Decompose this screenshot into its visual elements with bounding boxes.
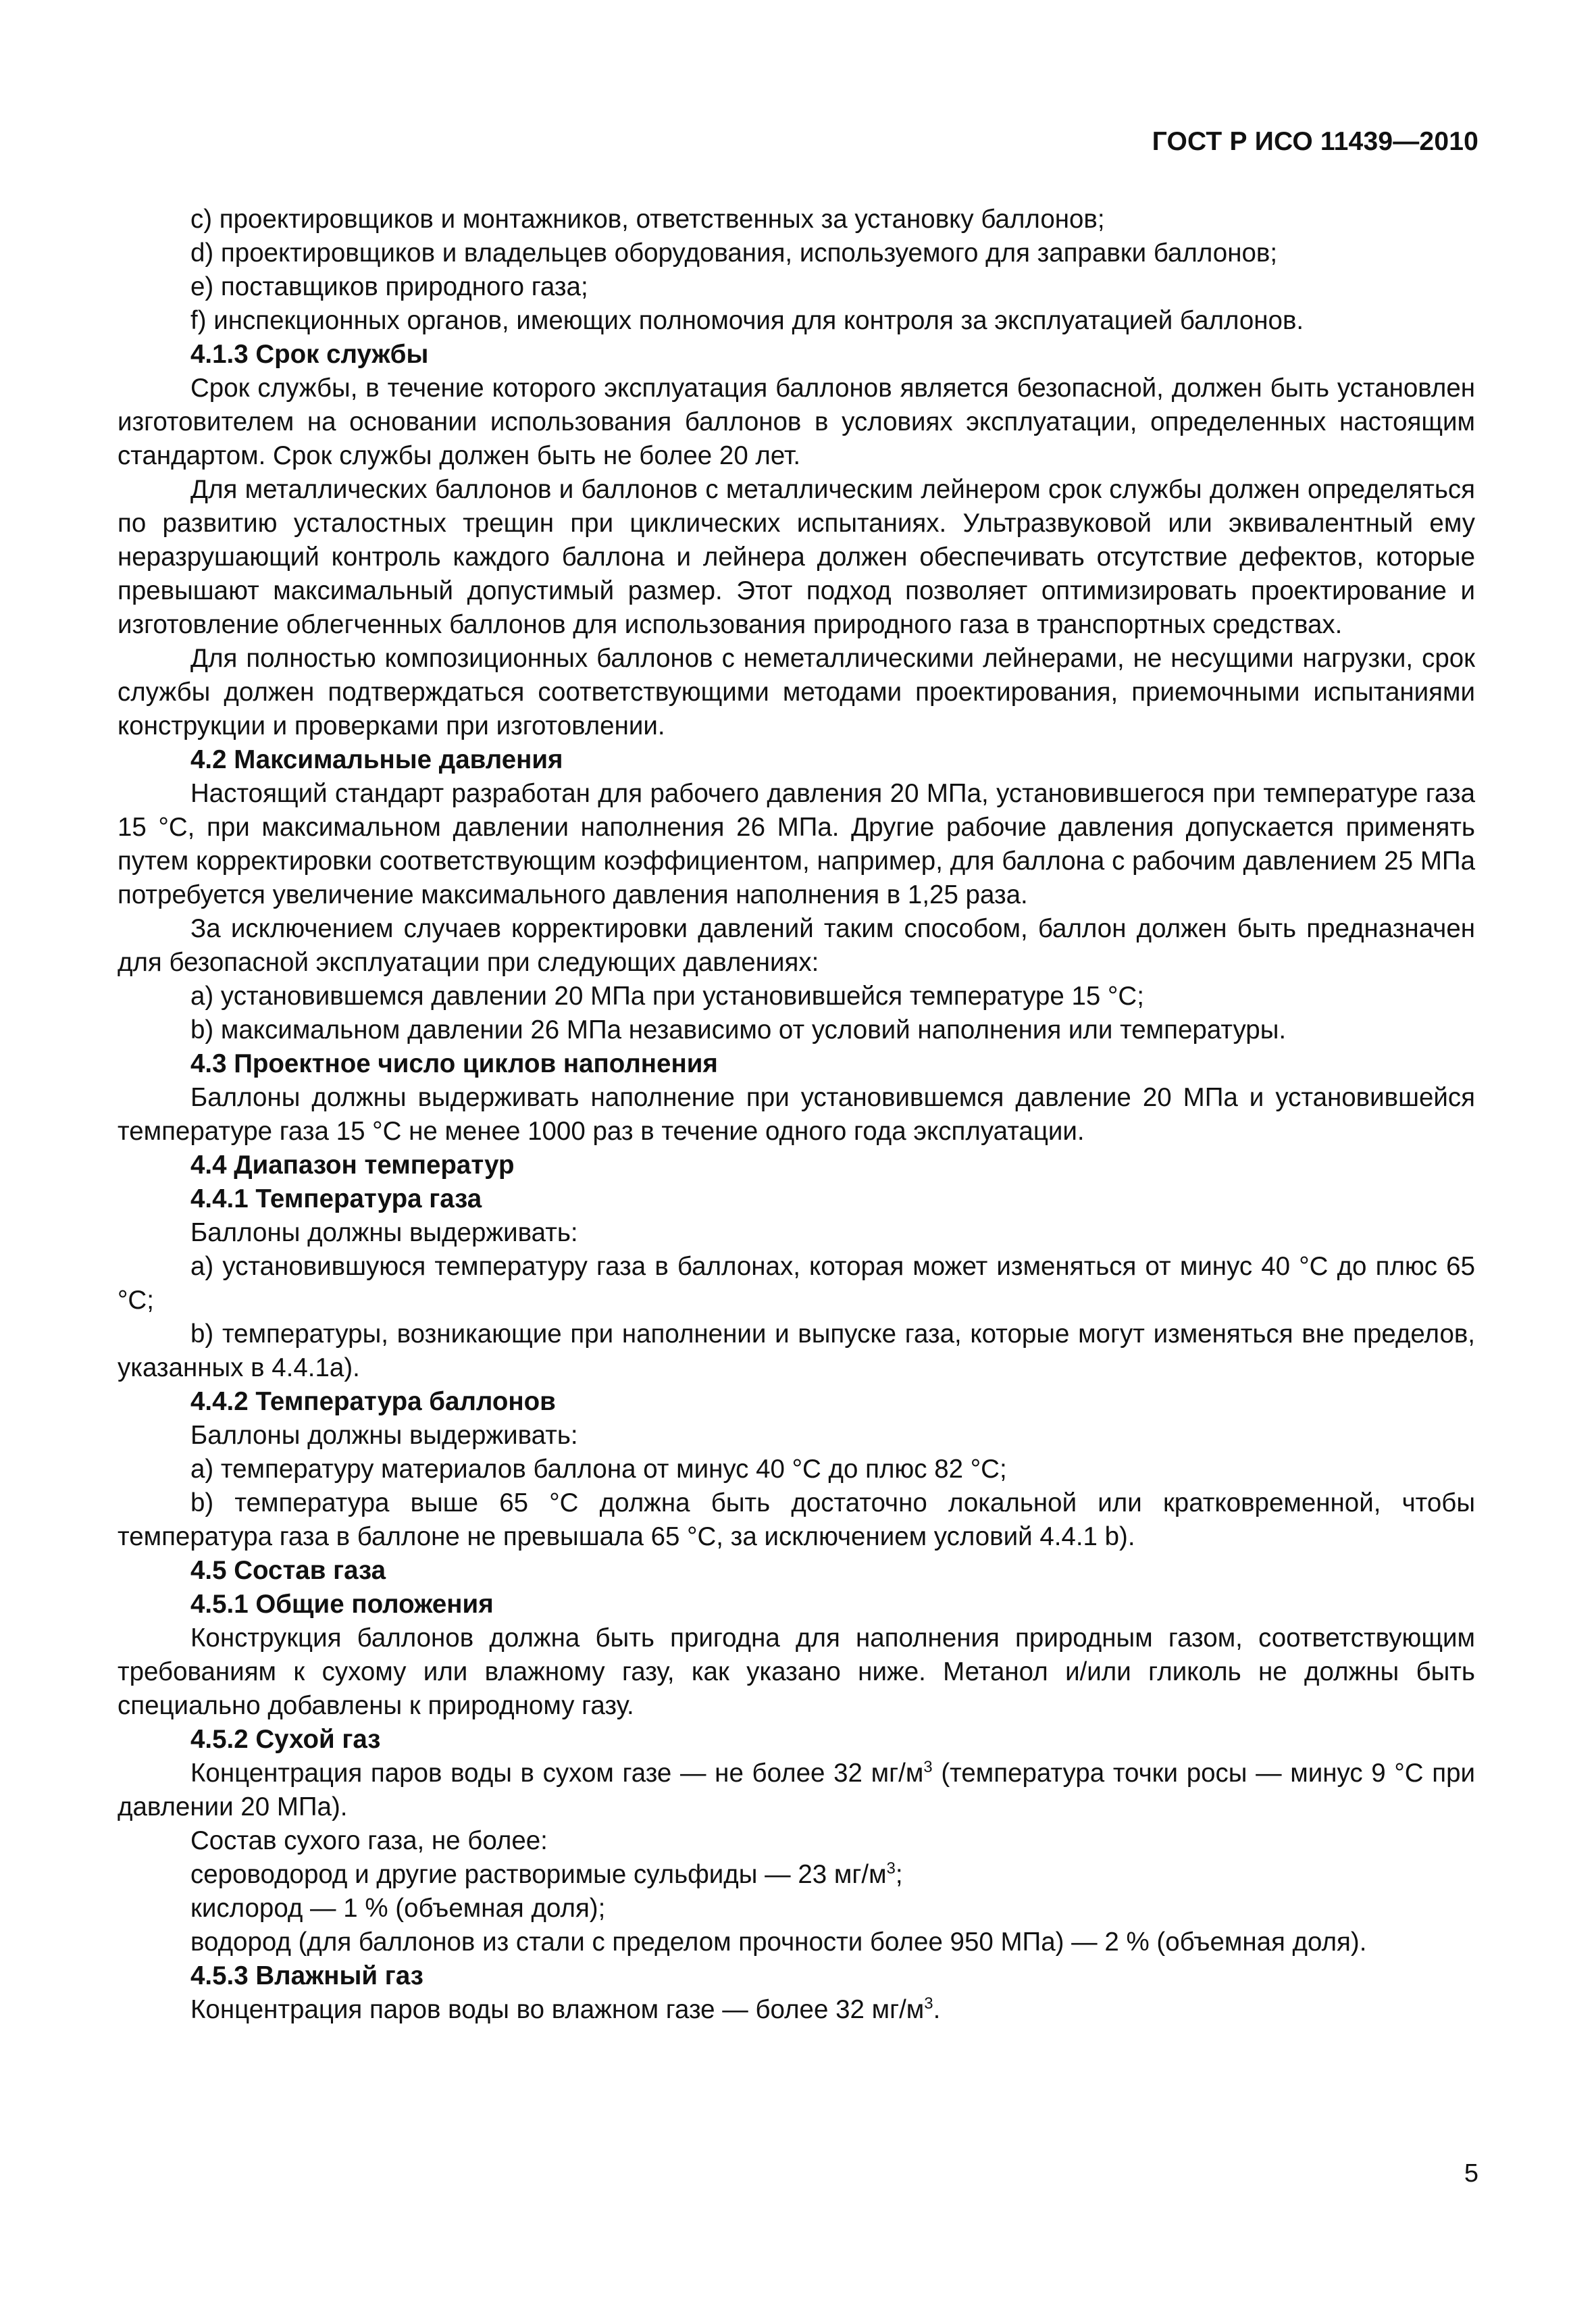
superscript-cubic: 3 xyxy=(923,1758,933,1777)
dry-gas-water-text-end: (температура точки росы — минус 9 °С при давлении 20 МПа). xyxy=(118,1759,1475,1821)
list-item-gas-temperature-a: a) установившуюся температуру газа в баллонах, которая может изменяться от минус 40 °С до плюс 65 °С; xyxy=(118,1252,1475,1315)
list-item-pressure-a: a) установившемся давлении 20 МПа при установившейся температуре 15 °С; xyxy=(190,982,1144,1011)
superscript-cubic: 3 xyxy=(924,1994,933,2013)
document-code-header: ГОСТ Р ИСО 11439—2010 xyxy=(1152,127,1478,156)
paragraph-gas-composition-general: Конструкция баллонов должна быть пригодна для наполнения природным газом, соответствующим требованиям к сухому или влажному газу, как указано ниже. Метанол и/или гликоль не должны быть специально добавлены к природному газу. xyxy=(118,1624,1475,1720)
list-item-hydrogen: водород (для баллонов из стали с пределом прочности более 950 МПа) — 2 % (объемная доля). xyxy=(190,1928,1367,1957)
superscript-cubic: 3 xyxy=(886,1859,896,1878)
dry-gas-water-text: Концентрация паров воды в сухом газе — не более 32 мг/м xyxy=(190,1759,924,1788)
paragraph-dry-gas-water-vapour xyxy=(118,1757,1475,1824)
paragraph-wet-gas-water-vapour xyxy=(118,1993,1475,2027)
section-heading-4-4-1: 4.4.1 Температура газа xyxy=(190,1184,482,1213)
hydrogen-sulfide-text: сероводород и другие растворимые сульфиды — 23 мг/м xyxy=(190,1860,887,1889)
section-heading-4-5-3: 4.5.3 Влажный газ xyxy=(190,1961,423,1990)
list-item-c: c) проектировщиков и монтажников, ответственных за установку баллонов; xyxy=(190,205,1105,234)
list-item-gas-temperature-b: b) температуры, возникающие при наполнении и выпуске газа, которые могут изменяться вне пределов, указанных в 4.4.1а). xyxy=(118,1319,1475,1382)
wet-gas-water-text-end: . xyxy=(933,1995,941,2024)
list-item-f: f) инспекционных органов, имеющих полномочия для контроля за эксплуатацией баллонов. xyxy=(190,306,1304,335)
list-item-d: d) проектировщиков и владельцев оборудования, используемого для заправки баллонов; xyxy=(190,238,1278,268)
paragraph-gas-temperature-intro: Баллоны должны выдерживать: xyxy=(190,1218,578,1247)
section-heading-4-3: 4.3 Проектное число циклов наполнения xyxy=(190,1049,718,1078)
document-body xyxy=(118,203,1475,2027)
section-heading-4-5-2: 4.5.2 Сухой газ xyxy=(190,1725,381,1754)
page-number: 5 xyxy=(1464,2159,1478,2188)
paragraph-pressure-exceptions: За исключением случаев корректировки давлений таким способом, баллон должен быть предназначен для безопасной эксплуатации при следующих давлениях: xyxy=(118,914,1475,977)
paragraph-service-life: Срок службы, в течение которого эксплуатация баллонов является безопасной, должен быть установлен изготовителем на основании использования баллонов в условиях эксплуатации, определенных настоящим стандартом. Срок службы должен быть не более 20 лет. xyxy=(118,374,1475,470)
section-heading-4-1-3: 4.1.3 Срок службы xyxy=(190,340,429,369)
paragraph-dry-gas-composition: Состав сухого газа, не более: xyxy=(190,1826,548,1855)
list-item-cylinder-temperature-b: b) температура выше 65 °С должна быть достаточно локальной или кратковременной, чтобы температура газа в баллоне не превышала 65 °С, за исключением условий 4.4.1 b). xyxy=(118,1488,1475,1551)
paragraph-working-pressure: Настоящий стандарт разработан для рабочего давления 20 МПа, установившегося при температуре газа 15 °С, при максимальном давлении наполнения 26 МПа. Другие рабочие давления допускается применять путем корректировки соответствующим коэффициентом, например, для баллона с рабочим давлением 25 МПа потребуется увеличение максимального давления наполнения в 1,25 раза. xyxy=(118,779,1475,909)
list-item-e: e) поставщиков природного газа; xyxy=(190,272,588,301)
paragraph-fill-cycles: Баллоны должны выдерживать наполнение при установившемся давление 20 МПа и установившейся температуре газа 15 °С не менее 1000 раз в течение одного года эксплуатации. xyxy=(118,1083,1475,1146)
section-heading-4-4-2: 4.4.2 Температура баллонов xyxy=(190,1387,556,1416)
list-item-hydrogen-sulfide xyxy=(118,1858,1475,1892)
paragraph-metal-cylinders: Для металлических баллонов и баллонов с металлическим лейнером срок службы должен определяться по развитию усталостных трещин при циклических испытаниях. Ультразвуковой или эквивалентный ему неразрушающий контроль каждого баллона и лейнера должен обеспечивать отсутствие дефектов, которые превышают максимальный допустимый размер. Этот подход позволяет оптимизировать проектирование и изготовление облегченных баллонов для использования природного газа в транспортных средствах. xyxy=(118,475,1475,639)
hydrogen-sulfide-text-end: ; xyxy=(895,1860,903,1889)
list-item-oxygen: кислород — 1 % (объемная доля); xyxy=(190,1894,606,1923)
section-heading-4-5: 4.5 Состав газа xyxy=(190,1556,386,1585)
paragraph-composite-cylinders: Для полностью композиционных баллонов с неметаллическими лейнерами, не несущими нагрузки, срок службы должен подтверждаться соответствующими методами проектирования, приемочными испытаниями конструкции и проверками при изготовлении. xyxy=(118,644,1475,740)
list-item-cylinder-temperature-a: a) температуру материалов баллона от минус 40 °С до плюс 82 °С; xyxy=(190,1455,1007,1484)
section-heading-4-5-1: 4.5.1 Общие положения xyxy=(190,1590,494,1619)
list-item-pressure-b: b) максимальном давлении 26 МПа независимо от условий наполнения или температуры. xyxy=(190,1015,1287,1045)
paragraph-cylinder-temperature-intro: Баллоны должны выдерживать: xyxy=(190,1421,578,1450)
wet-gas-water-text: Концентрация паров воды во влажном газе — более 32 мг/м xyxy=(190,1995,925,2024)
section-heading-4-4: 4.4 Диапазон температур xyxy=(190,1151,515,1180)
section-heading-4-2: 4.2 Максимальные давления xyxy=(190,745,563,774)
